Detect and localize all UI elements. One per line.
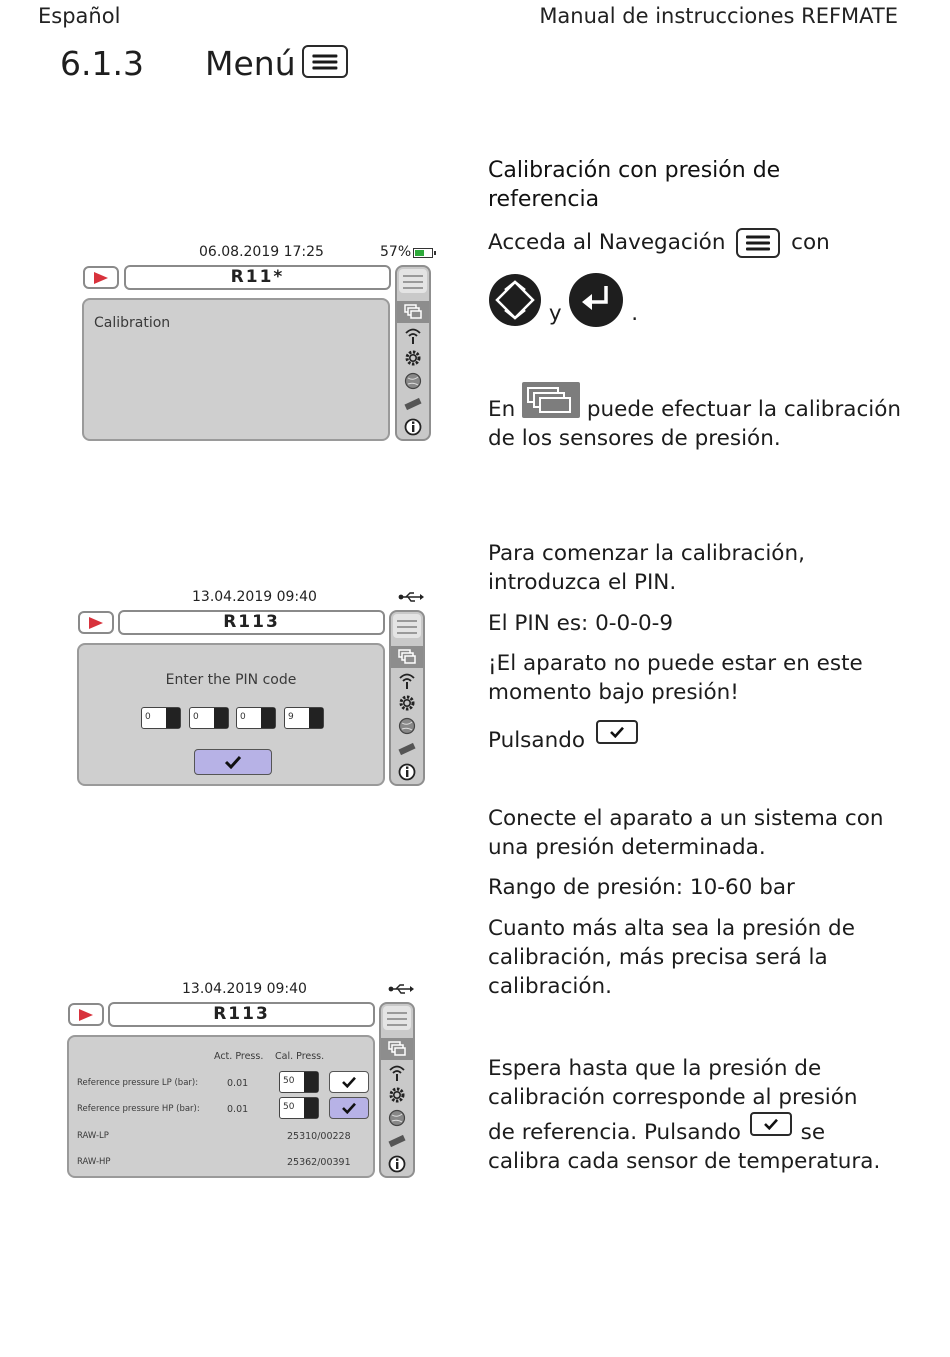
- globe-icon[interactable]: [398, 717, 416, 735]
- cal-pressure-lp-stepper[interactable]: 50: [279, 1071, 319, 1093]
- section-number: 6.1.3: [60, 44, 144, 83]
- menu-icon[interactable]: [383, 1006, 411, 1030]
- header-language: Español: [38, 4, 121, 28]
- wifi-icon[interactable]: [398, 671, 416, 689]
- gear-icon[interactable]: [398, 694, 416, 712]
- confirm-button[interactable]: [194, 749, 272, 775]
- row-label-hp: Reference pressure HP (bar):: [77, 1104, 200, 1114]
- side-menu: [379, 1002, 415, 1178]
- pin-digit-2[interactable]: 0: [189, 707, 229, 729]
- device-screen-reference-pressure: [66, 977, 426, 1182]
- paragraph-calibration-tab: [488, 382, 908, 453]
- usb-icon: [388, 983, 414, 995]
- device-screen-pin: [76, 585, 436, 790]
- confirm-hp-button[interactable]: [329, 1097, 369, 1119]
- side-menu: [395, 265, 431, 441]
- info-icon[interactable]: [404, 418, 422, 436]
- device-screen-calibration: [80, 240, 440, 445]
- confirm-lp-button[interactable]: [329, 1071, 369, 1093]
- row-value-raw-hp: 25362/00391: [287, 1157, 351, 1168]
- text-calibrate-each: se calibra cada sensor de temperatura.: [488, 1120, 881, 1174]
- gear-icon[interactable]: [388, 1086, 406, 1104]
- header-manual-title: Manual de instrucciones REFMATE: [539, 4, 898, 28]
- panel-title: Calibration: [94, 315, 171, 331]
- subsection-heading: Calibración con presión de referencia: [488, 158, 781, 212]
- column-actual-pressure: Act. Press.: [214, 1051, 264, 1062]
- text-calibration-description: puede efectuar la calibración de los sensores de presión.: [488, 397, 902, 451]
- check-icon: [224, 755, 242, 769]
- gear-icon[interactable]: [404, 349, 422, 367]
- text-y: y: [548, 301, 562, 326]
- paragraph-connect: Conecte el aparato a un sistema con una presión determinada.: [488, 806, 884, 860]
- row-label-raw-hp: RAW-HP: [77, 1157, 111, 1167]
- text-period: .: [631, 301, 639, 326]
- pin-panel: [77, 643, 385, 786]
- row-act-hp: 0.01: [227, 1104, 249, 1115]
- paragraph-pressure-range: Rango de presión: 10-60 bar: [488, 875, 795, 900]
- play-button[interactable]: [83, 266, 119, 289]
- status-datetime: 06.08.2019 17:25: [199, 244, 324, 260]
- row-label-raw-lp: RAW-LP: [77, 1131, 109, 1141]
- wifi-icon[interactable]: [388, 1063, 406, 1081]
- paragraph-wait-calibrate: [488, 1054, 888, 1176]
- menu-icon[interactable]: [393, 614, 421, 638]
- wifi-icon[interactable]: [404, 326, 422, 344]
- globe-icon[interactable]: [388, 1109, 406, 1127]
- calibration-panel: [82, 298, 390, 441]
- reference-pressure-panel: [67, 1035, 375, 1178]
- menu-icon: [302, 45, 348, 78]
- calibration-icon[interactable]: [398, 648, 416, 666]
- paragraph-pin-intro: Para comenzar la calibración, introduzca el PIN.: [488, 541, 805, 595]
- info-icon[interactable]: [388, 1155, 406, 1173]
- navigation-pad-icon: [488, 273, 542, 327]
- pin-digit-3[interactable]: 0: [236, 707, 276, 729]
- calibration-icon: [522, 382, 580, 418]
- row-value-raw-lp: 25310/00228: [287, 1131, 351, 1142]
- text-wait: Espera hasta que la presión de calibración corresponde al presión de referencia. Pulsando: [488, 1056, 858, 1145]
- calibration-icon[interactable]: [404, 303, 422, 321]
- refrigerant-name: R113: [118, 610, 385, 635]
- paragraph-navigation-keys: [488, 272, 908, 328]
- usb-icon: [398, 591, 424, 603]
- calibration-icon[interactable]: [388, 1040, 406, 1058]
- globe-icon[interactable]: [404, 372, 422, 390]
- check-icon: [341, 1076, 357, 1088]
- pin-digit-4[interactable]: 9: [284, 707, 324, 729]
- row-act-lp: 0.01: [227, 1078, 249, 1089]
- ruler-icon[interactable]: [388, 1132, 406, 1150]
- text-en: En: [488, 397, 516, 422]
- check-icon: [341, 1102, 357, 1114]
- battery-percent: 57%: [380, 244, 412, 260]
- pin-digit-1[interactable]: 0: [141, 707, 181, 729]
- status-datetime: 13.04.2019 09:40: [192, 589, 317, 605]
- cal-pressure-hp-stepper[interactable]: 50: [279, 1097, 319, 1119]
- ruler-icon[interactable]: [398, 740, 416, 758]
- refrigerant-name: R113: [108, 1002, 375, 1027]
- play-button[interactable]: [78, 611, 114, 634]
- text-pulsando: Pulsando: [488, 728, 585, 753]
- paragraph-pin-value: El PIN es: 0-0-0-9: [488, 611, 674, 636]
- check-icon: [750, 1112, 792, 1136]
- paragraph-pulsando: [488, 720, 908, 755]
- menu-icon[interactable]: [399, 269, 427, 293]
- paragraph-precision-note: Cuanto más alta sea la presión de calibración, más precisa será la calibración.: [488, 916, 855, 999]
- text-acceda: Acceda al Navegación: [488, 230, 726, 255]
- paragraph-pressure-warning: ¡El aparato no puede estar en este momento bajo presión!: [488, 651, 863, 705]
- row-label-lp: Reference pressure LP (bar):: [77, 1078, 199, 1088]
- section-title: Menú: [205, 44, 296, 83]
- menu-icon: [736, 228, 780, 258]
- side-menu: [389, 610, 425, 786]
- paragraph-navigation: [488, 228, 908, 258]
- battery-icon: [413, 248, 433, 258]
- text-con: con: [791, 230, 830, 255]
- ruler-icon[interactable]: [404, 395, 422, 413]
- status-datetime: 13.04.2019 09:40: [182, 981, 307, 997]
- column-calibration-pressure: Cal. Press.: [275, 1051, 325, 1062]
- refrigerant-name: R11*: [124, 265, 391, 290]
- pin-prompt: Enter the PIN code: [165, 672, 297, 688]
- enter-key-icon: [568, 272, 624, 328]
- check-icon: [596, 720, 638, 744]
- play-button[interactable]: [68, 1003, 104, 1026]
- info-icon[interactable]: [398, 763, 416, 781]
